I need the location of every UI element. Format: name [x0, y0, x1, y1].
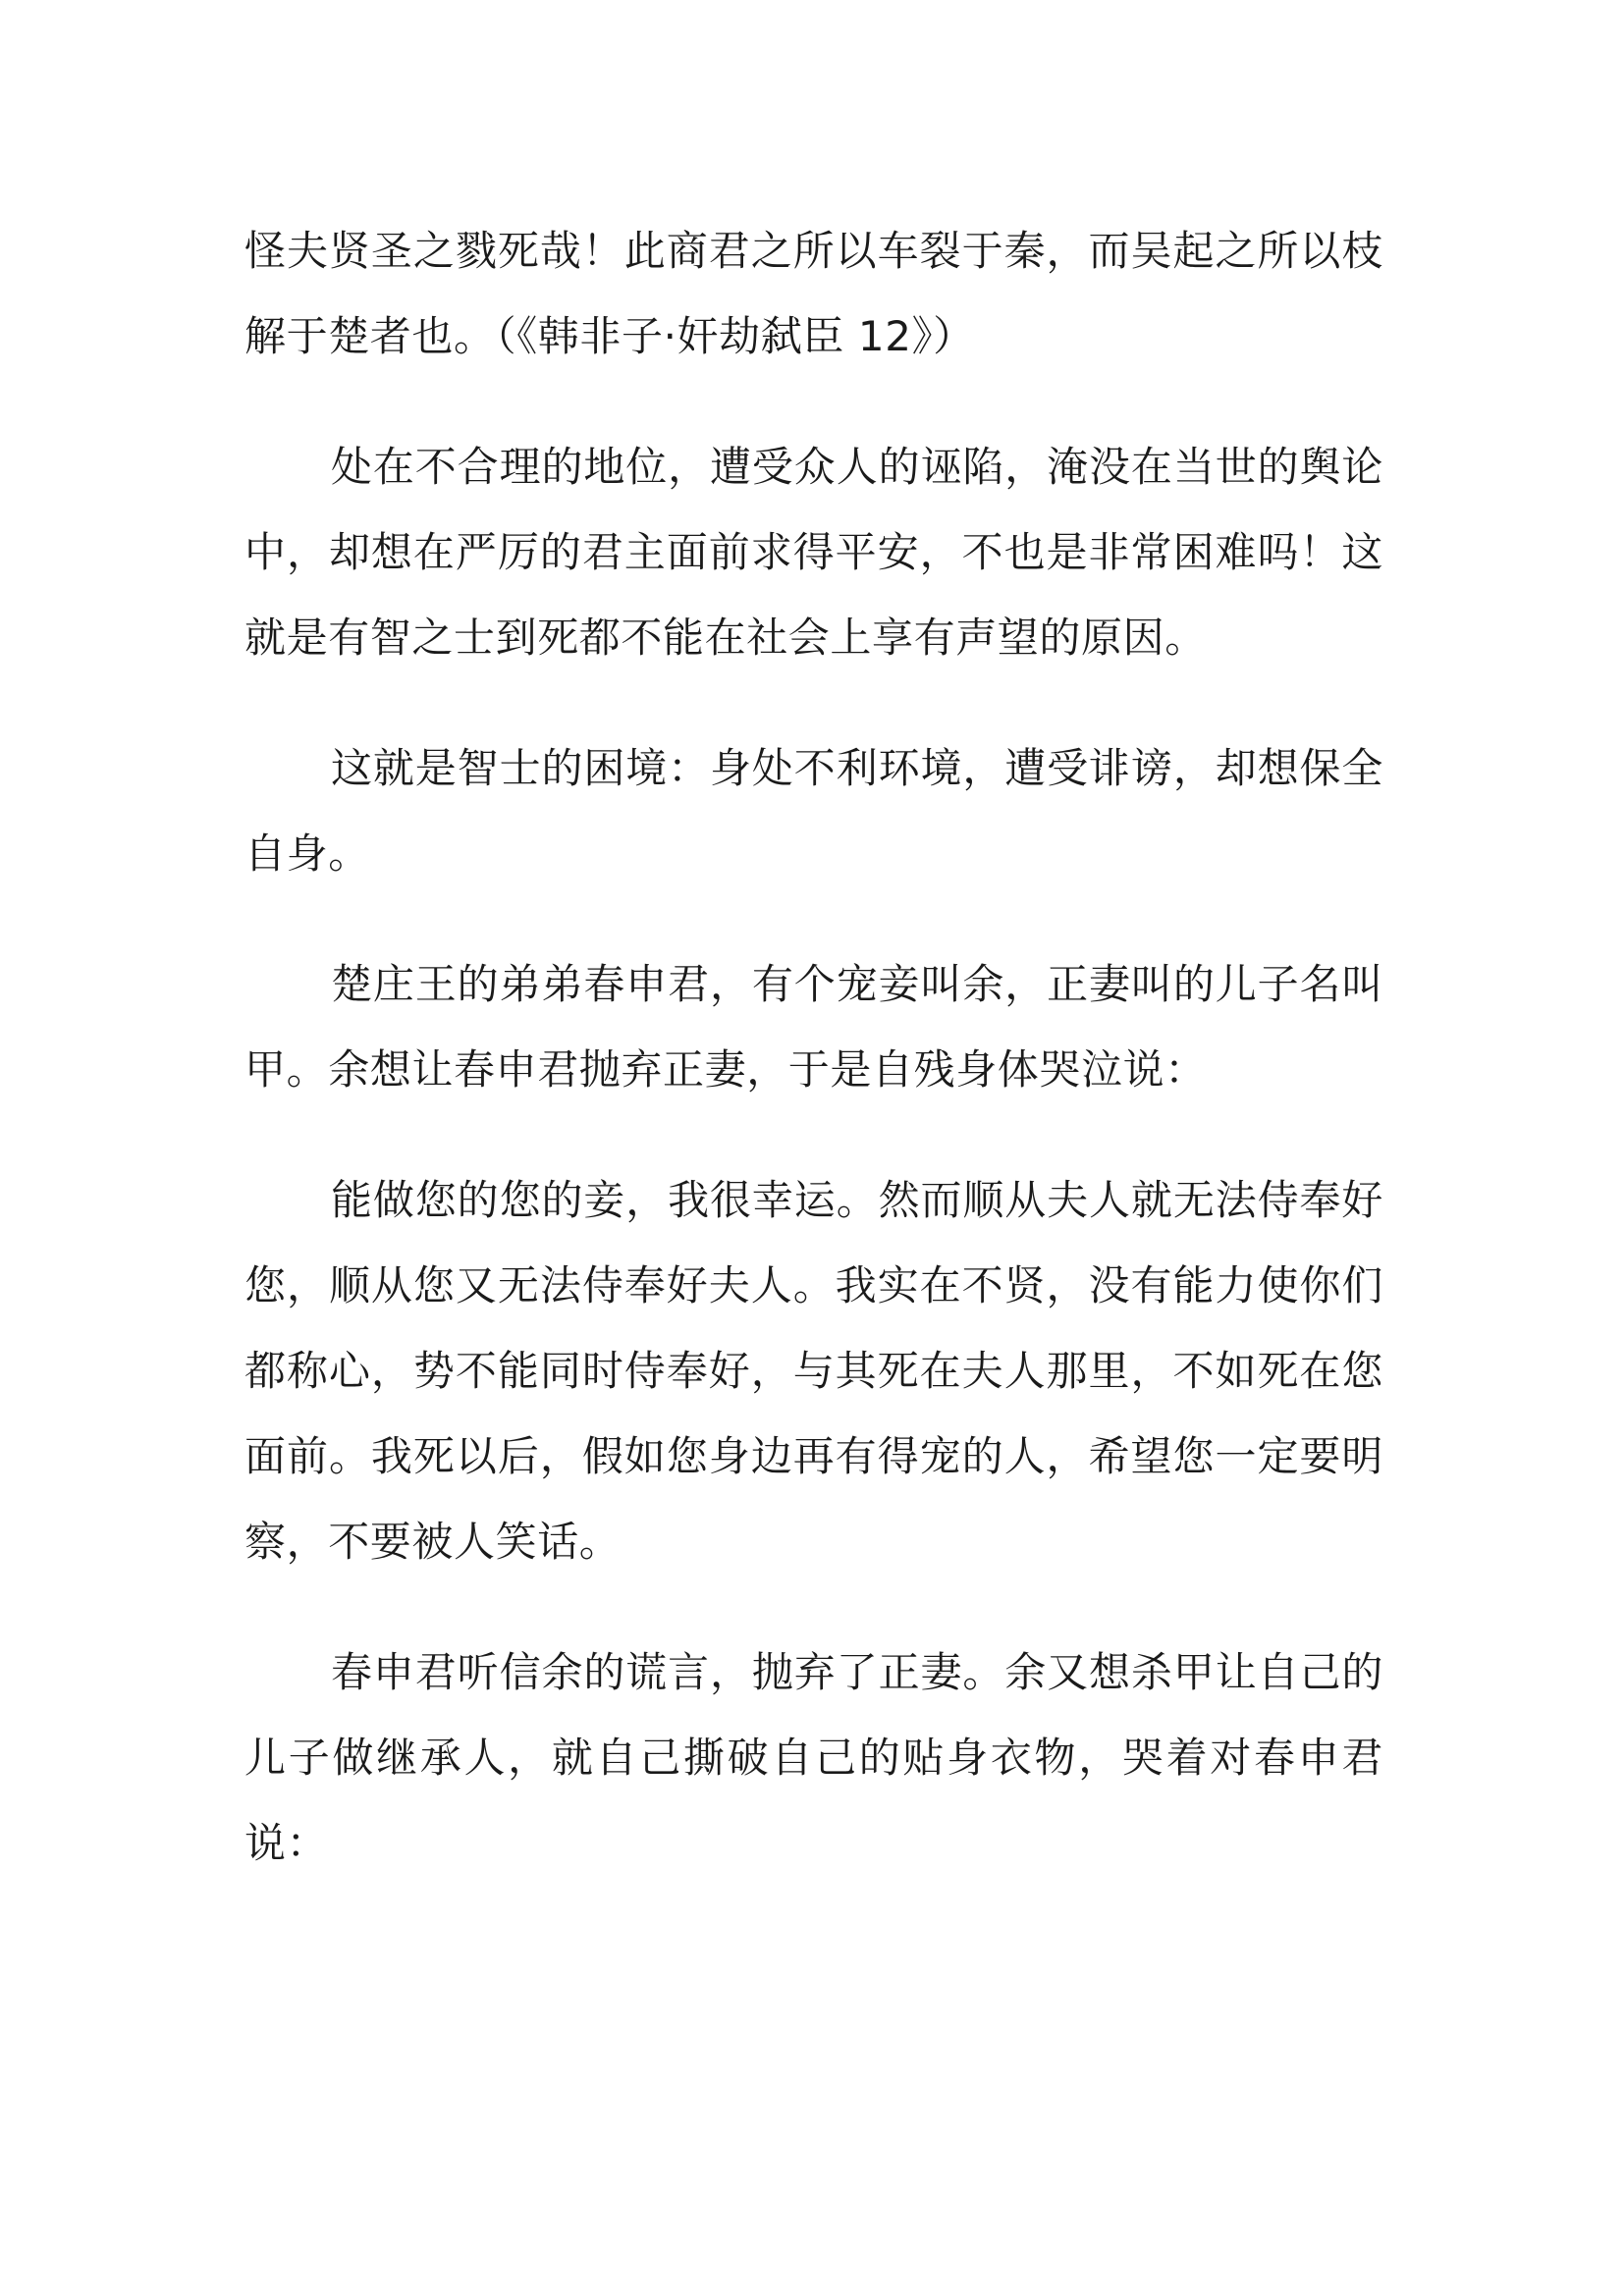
- paragraph-2: 处在不合理的地位，遭受众人的诬陷，淹没在当世的舆论中，却想在严厉的君主面前求得平安，不也是非常困难吗！这就是有智之士到死都不能在社会上享有声望的原因。: [244, 443, 1383, 662]
- paragraph-1: 怪夫贤圣之戮死哉！此商君之所以车裂于秦，而吴起之所以枝解于楚者也。（《韩非子·奸劫弑臣 12》）: [244, 227, 1383, 360]
- paragraph-4: 楚庄王的弟弟春申君，有个宠妾叫余，正妻叫的儿子名叫甲。余想让春申君抛弃正妻，于是自残身体哭泣说：: [244, 960, 1383, 1094]
- paragraph-5: 能做您的您的妾，我很幸运。然而顺从夫人就无法侍奉好您，顺从您又无法侍奉好夫人。我实在不贤，没有能力使你们都称心，势不能同时侍奉好，与其死在夫人那里，不如死在您面前。我死以后，假如您身边再有得宠的人，希望您一定要明察，不要被人笑话。: [244, 1176, 1383, 1566]
- paragraph-6: 春申君听信余的谎言，抛弃了正妻。余又想杀甲让自己的儿子做继承人，就自己撕破自己的贴身衣物，哭着对春申君说：: [244, 1648, 1383, 1867]
- text-column: [244, 208, 1383, 1886]
- paragraph-3: 这就是智士的困境：身处不利环境，遭受诽谤，却想保全自身。: [244, 744, 1383, 878]
